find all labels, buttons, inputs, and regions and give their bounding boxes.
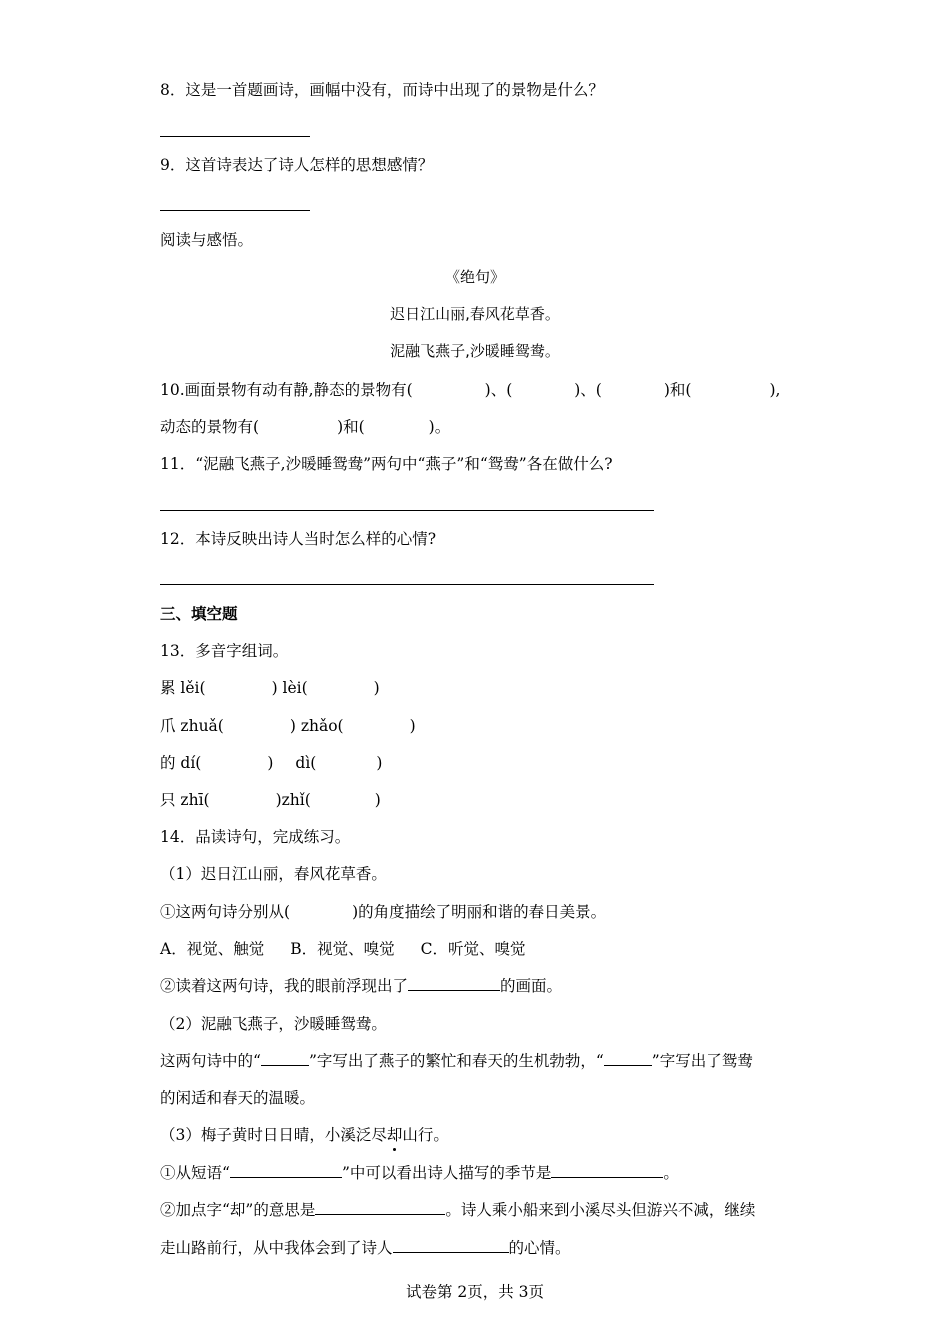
q14-p3q2-d: 的心情。 — [508, 1239, 571, 1257]
q14-p1q2-b: 的画面。 — [500, 977, 563, 995]
page-footer: 试卷第 2页，共 3页 — [405, 1283, 545, 1301]
question-10-line-2 — [160, 416, 450, 438]
q10-text-d: )和( — [663, 381, 692, 399]
q10-text-g: )和( — [337, 418, 365, 436]
q14-p3q2-a: ②加点字“却”的意思是 — [160, 1201, 316, 1219]
q14-part-2: （2）泥融飞燕子，沙暖睡鸳鸯。 — [160, 1015, 387, 1033]
q14-part-3 — [160, 1124, 449, 1146]
option-c[interactable]: C．听觉、嗅觉 — [420, 940, 526, 958]
q13-r1-b: ) lèi( — [271, 679, 308, 697]
q14-blank-7[interactable] — [315, 1199, 445, 1215]
q14-part-1: （1）迟日江山丽，春风花草香。 — [160, 865, 387, 883]
q10-text-b: )、( — [484, 381, 513, 399]
q14-p1q2-a: ②读着这两句诗，我的眼前浮现出了 — [160, 977, 409, 995]
answer-line-9[interactable] — [160, 210, 310, 211]
q13-r3-a: 的 dí( — [160, 754, 202, 772]
q10-text-c: )、( — [574, 381, 602, 399]
q13-row-2 — [160, 715, 416, 737]
q14-options — [160, 938, 525, 960]
q14-blank-4[interactable] — [604, 1050, 652, 1066]
q14-blank-6[interactable] — [551, 1162, 663, 1178]
q14-blank-5[interactable] — [230, 1162, 342, 1178]
q13-row-4 — [160, 789, 381, 811]
q14-part-3-q2-line-1 — [160, 1199, 755, 1221]
q14-p3q2-c: 走山路前行，从中我体会到了诗人 — [160, 1239, 393, 1257]
q13-r1-c: ) — [373, 679, 380, 697]
q14-blank-2[interactable] — [408, 975, 500, 991]
q14-p3q1-c: 。 — [663, 1164, 679, 1182]
q14-blank-8[interactable] — [393, 1237, 509, 1253]
q13-r1-a: 累 lěi( — [160, 679, 206, 697]
q14-part-3-q1 — [160, 1162, 679, 1184]
q13-r3-c: dì( — [295, 754, 317, 772]
q14-p1q1-b: )的角度描绘了明丽和谐的春日美景。 — [352, 903, 607, 921]
question-14: 14．品读诗句，完成练习。 — [160, 828, 351, 846]
answer-line-11[interactable] — [160, 510, 654, 511]
q14-p2l1-c: ”字写出了鸳鸯 — [651, 1052, 753, 1070]
q10-text-h: )。 — [428, 418, 451, 436]
q13-r3-b: ) — [267, 754, 274, 772]
dotted-char: 却 — [386, 1126, 403, 1144]
q13-r4-a: 只 zhī( — [160, 791, 210, 809]
q14-p3-b: 山行。 — [402, 1126, 449, 1144]
q14-p2l1-b: ”字写出了燕子的繁忙和春天的生机勃勃，“ — [308, 1052, 604, 1070]
question-8: 8．这是一首题画诗，画幅中没有，而诗中出现了的景物是什么？ — [160, 81, 604, 99]
question-13: 13．多音字组词。 — [160, 642, 289, 660]
q14-part-1-q2 — [160, 975, 562, 997]
q14-p2l1-a: 这两句诗中的“ — [160, 1052, 261, 1070]
poem-title: 《绝句》 — [444, 268, 505, 286]
q10-text-e: ), — [769, 381, 781, 399]
q13-r2-c: ) — [409, 717, 416, 735]
poem-line-2: 泥融飞燕子,沙暖睡鸳鸯。 — [390, 342, 560, 360]
q13-r4-b: )zhǐ( — [275, 791, 311, 809]
q14-p3q2-b: 。诗人乘小船来到小溪尽头但游兴不减，继续 — [445, 1201, 756, 1219]
q10-text-a: 10.画面景物有动有静,静态的景物有( — [160, 381, 413, 399]
q13-row-3 — [160, 752, 382, 774]
q14-part-2-line-2: 的闲适和春天的温暖。 — [160, 1089, 316, 1107]
q14-part-1-q1 — [160, 901, 606, 923]
q14-blank-3[interactable] — [261, 1050, 309, 1066]
q14-p3q1-a: ①从短语“ — [160, 1164, 230, 1182]
q13-r4-c: ) — [374, 791, 381, 809]
q13-r2-b: ) zhǎo( — [289, 717, 344, 735]
q14-p1q1-a: ①这两句诗分别从( — [160, 903, 291, 921]
question-10-line-1 — [160, 379, 780, 401]
question-11: 11．“泥融飞燕子,沙暖睡鸳鸯”两句中“燕子”和“鸳鸯”各在做什么? — [160, 455, 613, 473]
q14-part-2-line-1 — [160, 1050, 753, 1072]
question-9: 9．这首诗表达了诗人怎样的思想感情？ — [160, 156, 434, 174]
answer-line-8[interactable] — [160, 136, 310, 137]
q14-part-3-q2-line-2 — [160, 1237, 571, 1259]
question-12: 12．本诗反映出诗人当时怎么样的心情? — [160, 530, 437, 548]
q14-p3-a: （3）梅子黄时日日晴，小溪泛尽 — [160, 1126, 387, 1144]
option-a[interactable]: A．视觉、触觉 — [160, 940, 265, 958]
q13-r2-a: 爪 zhuǎ( — [160, 717, 224, 735]
q14-p3q1-b: ”中可以看出诗人描写的季节是 — [341, 1164, 552, 1182]
q13-row-1 — [160, 677, 380, 699]
q13-r3-d: ) — [376, 754, 383, 772]
section-3-heading: 三、填空题 — [160, 604, 238, 623]
q10-text-f: 动态的景物有( — [160, 418, 260, 436]
poem-line-1: 迟日江山丽,春风花草香。 — [390, 305, 560, 323]
option-b[interactable]: B．视觉、嗅觉 — [290, 940, 395, 958]
section-reading: 阅读与感悟。 — [160, 231, 254, 249]
answer-line-12[interactable] — [160, 584, 654, 585]
